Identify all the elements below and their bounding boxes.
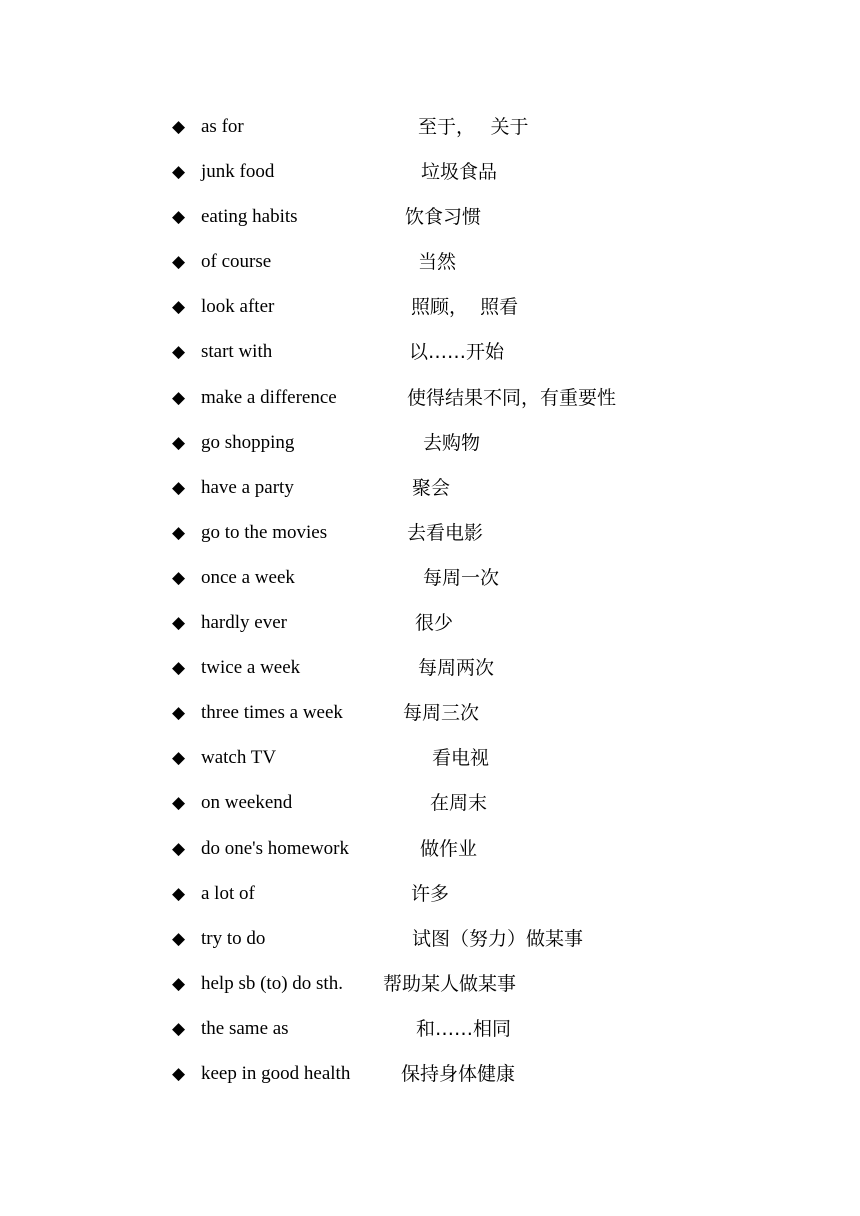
diamond-bullet-icon: ◆ bbox=[172, 477, 186, 498]
chinese-translation: 在周末 bbox=[430, 792, 488, 815]
chinese-translation: 至于， 关于 bbox=[418, 116, 529, 138]
diamond-bullet-icon: ◆ bbox=[172, 838, 186, 859]
diamond-bullet-icon: ◆ bbox=[172, 1063, 186, 1084]
chinese-translation: 使得结果不同，有重要性 bbox=[407, 386, 617, 409]
diamond-bullet-icon: ◆ bbox=[172, 658, 186, 679]
diamond-bullet-icon: ◆ bbox=[172, 928, 186, 949]
diamond-bullet-icon: ◆ bbox=[172, 117, 186, 137]
english-phrase: a lot of bbox=[201, 882, 255, 904]
diamond-bullet-icon: ◆ bbox=[172, 387, 186, 408]
english-phrase: junk food bbox=[201, 161, 275, 183]
diamond-bullet-icon: ◆ bbox=[172, 297, 186, 318]
diamond-bullet-icon: ◆ bbox=[172, 1018, 186, 1039]
english-phrase: make a difference bbox=[201, 386, 337, 408]
chinese-translation: 做作业 bbox=[420, 837, 478, 860]
chinese-translation: 以……开始 bbox=[409, 341, 505, 364]
vocabulary-list bbox=[172, 112, 692, 1104]
diamond-bullet-icon: ◆ bbox=[172, 613, 186, 634]
vocab-row bbox=[172, 473, 692, 518]
diamond-bullet-icon: ◆ bbox=[172, 748, 186, 769]
english-phrase: go to the movies bbox=[201, 521, 328, 543]
vocab-row bbox=[172, 247, 692, 292]
diamond-bullet-icon: ◆ bbox=[172, 567, 186, 588]
chinese-translation: 饮食习惯 bbox=[405, 206, 482, 229]
diamond-bullet-icon: ◆ bbox=[172, 207, 186, 228]
chinese-translation: 当然 bbox=[418, 251, 457, 274]
diamond-bullet-icon: ◆ bbox=[172, 252, 186, 273]
chinese-translation: 每周一次 bbox=[423, 566, 500, 589]
vocab-row bbox=[172, 608, 692, 653]
diamond-bullet-icon: ◆ bbox=[172, 703, 186, 724]
english-phrase: of course bbox=[201, 251, 272, 273]
vocab-row bbox=[172, 563, 692, 608]
english-phrase: hardly ever bbox=[201, 612, 287, 634]
diamond-bullet-icon: ◆ bbox=[172, 432, 186, 453]
vocab-row bbox=[172, 879, 692, 924]
vocab-row bbox=[172, 337, 692, 382]
vocab-row bbox=[172, 518, 692, 563]
english-phrase: as for bbox=[201, 116, 244, 137]
vocab-row bbox=[172, 653, 692, 698]
english-phrase: once a week bbox=[201, 566, 295, 588]
english-phrase: look after bbox=[201, 296, 275, 318]
diamond-bullet-icon: ◆ bbox=[172, 793, 186, 814]
diamond-bullet-icon: ◆ bbox=[172, 162, 186, 183]
english-phrase: go shopping bbox=[201, 431, 295, 453]
english-phrase: try to do bbox=[201, 927, 266, 949]
chinese-translation: 照顾， 照看 bbox=[411, 296, 519, 319]
english-phrase: eating habits bbox=[201, 206, 298, 228]
english-phrase: twice a week bbox=[201, 657, 301, 679]
vocab-row bbox=[172, 698, 692, 743]
english-phrase: help sb (to) do sth. bbox=[201, 972, 343, 994]
chinese-translation: 很少 bbox=[415, 612, 454, 635]
chinese-translation: 和……相同 bbox=[416, 1017, 512, 1040]
english-phrase: do one's homework bbox=[201, 837, 350, 859]
vocab-row bbox=[172, 1014, 692, 1059]
vocab-row bbox=[172, 157, 692, 202]
diamond-bullet-icon: ◆ bbox=[172, 342, 186, 363]
vocab-row bbox=[172, 743, 692, 788]
diamond-bullet-icon: ◆ bbox=[172, 973, 186, 994]
vocab-row bbox=[172, 1059, 692, 1104]
chinese-translation: 帮助某人做某事 bbox=[383, 972, 517, 995]
english-phrase: on weekend bbox=[201, 792, 293, 814]
english-phrase: three times a week bbox=[201, 702, 343, 724]
chinese-translation: 去看电影 bbox=[407, 521, 484, 544]
vocab-row bbox=[172, 202, 692, 247]
chinese-translation: 保持身体健康 bbox=[401, 1062, 516, 1085]
chinese-translation: 聚会 bbox=[412, 476, 451, 499]
vocab-row bbox=[172, 112, 692, 157]
english-phrase: keep in good health bbox=[201, 1062, 351, 1084]
chinese-translation: 每周三次 bbox=[403, 702, 480, 725]
vocab-row bbox=[172, 924, 692, 969]
vocab-row bbox=[172, 788, 692, 833]
vocab-row bbox=[172, 428, 692, 473]
chinese-translation: 垃圾食品 bbox=[421, 161, 498, 184]
chinese-translation: 看电视 bbox=[432, 747, 490, 770]
vocab-row bbox=[172, 292, 692, 337]
english-phrase: watch TV bbox=[201, 747, 277, 769]
diamond-bullet-icon: ◆ bbox=[172, 522, 186, 543]
chinese-translation: 许多 bbox=[411, 882, 450, 905]
vocab-row bbox=[172, 834, 692, 879]
diamond-bullet-icon: ◆ bbox=[172, 883, 186, 904]
vocab-row bbox=[172, 383, 692, 428]
english-phrase: the same as bbox=[201, 1017, 289, 1039]
english-phrase: have a party bbox=[201, 476, 294, 498]
english-phrase: start with bbox=[201, 341, 273, 363]
chinese-translation: 去购物 bbox=[423, 431, 481, 454]
chinese-translation: 每周两次 bbox=[418, 657, 495, 680]
chinese-translation: 试图（努力）做某事 bbox=[412, 927, 584, 950]
vocab-row bbox=[172, 969, 692, 1014]
